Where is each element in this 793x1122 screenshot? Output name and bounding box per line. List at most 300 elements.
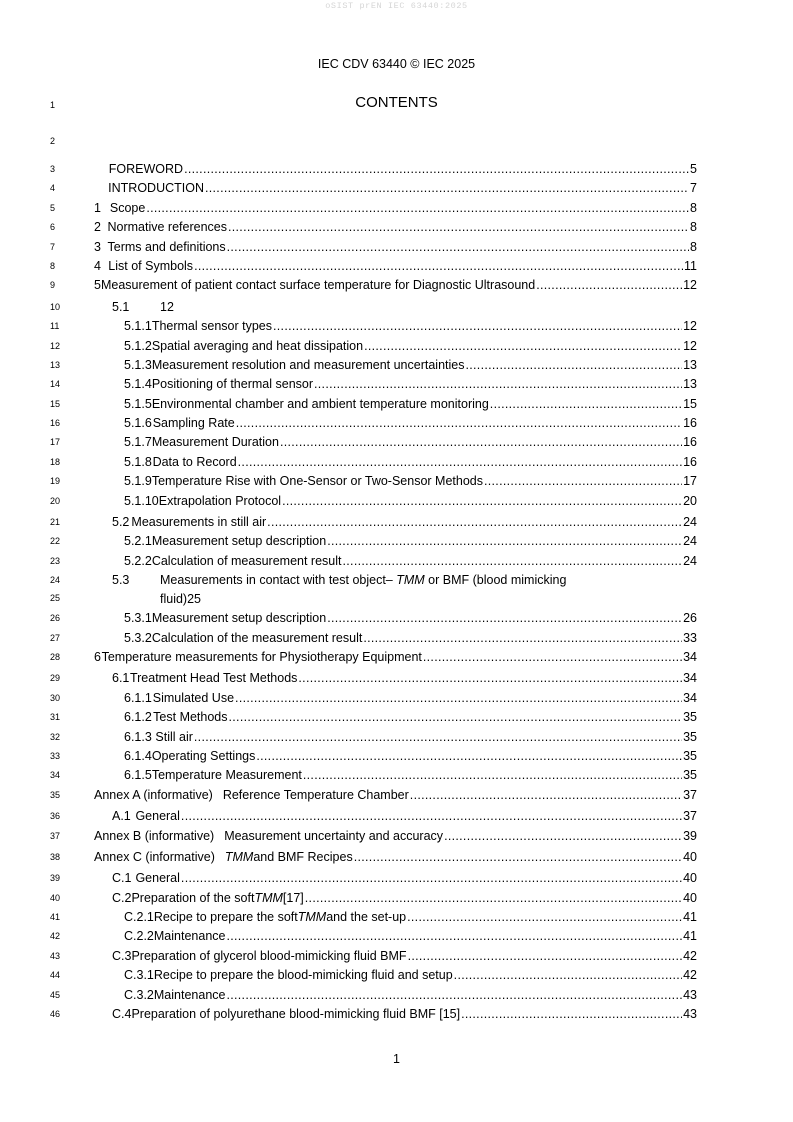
toc-leader-dots — [423, 648, 682, 667]
line-number: 7 — [50, 241, 56, 252]
toc-entry-title: Terms and definitions — [107, 239, 226, 254]
toc-leader-dots — [343, 552, 683, 571]
line-number: 37 — [50, 830, 61, 841]
toc-entry[interactable] — [94, 238, 697, 257]
toc-section-number: 5 — [94, 278, 101, 293]
toc-page-number: 41 — [683, 910, 697, 925]
toc-page-number: 34 — [683, 690, 697, 705]
toc-entry-title: fluid) — [160, 592, 188, 607]
toc-section-number: Annex C (informative) — [94, 849, 215, 864]
toc-section-number: 6 — [94, 649, 101, 664]
toc-entry-title: Data to Record — [152, 454, 237, 469]
toc-entry[interactable] — [124, 375, 697, 394]
toc-entry[interactable] — [94, 276, 697, 295]
toc-section-number: 4 — [94, 258, 101, 273]
toc-entry[interactable] — [94, 257, 697, 276]
line-number: 12 — [50, 340, 61, 351]
toc-leader-dots — [354, 848, 682, 867]
toc-section-number: 5.1 — [112, 299, 130, 314]
line-number: 34 — [50, 770, 61, 781]
page-number: 1 — [393, 1052, 400, 1066]
toc-line — [0, 786, 793, 805]
toc-entry[interactable] — [124, 766, 697, 785]
toc-line — [0, 708, 793, 727]
toc-page-number: 43 — [683, 1007, 697, 1022]
toc-line — [0, 433, 793, 452]
toc-entry-title: Treatment Head Test Methods — [129, 671, 298, 686]
toc-entry[interactable] — [124, 337, 697, 356]
line-number: 13 — [50, 359, 61, 370]
toc-line — [0, 532, 793, 551]
line-number: 38 — [50, 851, 61, 862]
toc-page-number: 37 — [683, 787, 697, 802]
toc-entry[interactable] — [94, 827, 697, 846]
toc-entry[interactable] — [94, 179, 697, 198]
toc-page-number: 24 — [683, 553, 697, 568]
toc-entry-title: Normative references — [107, 220, 227, 235]
toc-page-number: 17 — [683, 474, 697, 489]
toc-line — [0, 689, 793, 708]
toc-page-number: 40 — [683, 871, 697, 886]
line-number: 31 — [50, 712, 61, 723]
line-number: 36 — [50, 811, 61, 822]
toc-entry[interactable] — [124, 453, 697, 472]
toc-entry-title: Test Methods — [153, 710, 228, 725]
toc-section-number: 5.1.4 — [124, 377, 152, 392]
toc-page-number: 12 — [683, 319, 697, 334]
toc-section-number: C.3.1 — [124, 968, 154, 983]
toc-entry[interactable] — [124, 747, 697, 766]
toc-page-number: 35 — [683, 768, 697, 783]
toc-line — [0, 276, 793, 295]
toc-page-number: 42 — [683, 948, 697, 963]
toc-line — [0, 298, 793, 317]
toc-entry[interactable] — [124, 986, 697, 1005]
toc-entry-title: Maintenance — [153, 987, 226, 1002]
line-number: 20 — [50, 495, 61, 506]
toc-entry-title: and the set-up — [326, 910, 407, 925]
toc-entry-title: FOREWORD — [108, 162, 184, 176]
toc-line — [0, 609, 793, 628]
toc-page-number: 24 — [683, 534, 697, 549]
toc-section-number: C.3 — [112, 948, 132, 963]
toc-page-number: 42 — [683, 968, 697, 983]
toc-leader-dots — [327, 532, 682, 551]
toc-section-number: 2 — [94, 220, 101, 235]
toc-page-number: 40 — [683, 890, 697, 905]
toc-leader-dots — [536, 276, 682, 295]
toc-section-number: C.4 — [112, 1007, 132, 1022]
toc-entry[interactable] — [124, 629, 697, 648]
toc-page-number: 25 — [187, 592, 201, 607]
toc-entry[interactable] — [94, 218, 697, 237]
toc-leader-dots — [236, 414, 682, 433]
toc-entry-title: Sampling Rate — [152, 416, 235, 431]
table-of-contents — [0, 160, 793, 1024]
toc-section-number: 6.1.5 — [124, 768, 152, 783]
toc-entry[interactable] — [112, 298, 174, 317]
toc-entry-title: Simulated Use — [152, 690, 235, 705]
toc-leader-dots — [490, 395, 682, 414]
toc-entry-title-italic: TMM — [224, 849, 254, 864]
toc-section-number: C.2.2 — [124, 929, 154, 944]
toc-entry[interactable] — [94, 786, 697, 805]
toc-entry-title: 12 — [160, 299, 174, 314]
line-number: 33 — [50, 750, 61, 761]
toc-line — [0, 986, 793, 1005]
toc-line — [0, 218, 793, 237]
toc-line — [0, 629, 793, 648]
toc-section-number: 6.1 — [112, 671, 130, 686]
toc-entry-title: Measurements in contact with test object– — [160, 573, 397, 588]
toc-entry[interactable] — [124, 532, 697, 551]
toc-line — [0, 238, 793, 257]
toc-entry[interactable] — [94, 648, 697, 667]
toc-entry[interactable] — [124, 728, 697, 747]
toc-line — [0, 807, 793, 826]
toc-entry-title: and BMF Recipes — [253, 849, 353, 864]
toc-leader-dots — [238, 453, 682, 472]
toc-line — [0, 908, 793, 927]
toc-page-number: 5 — [690, 162, 697, 176]
toc-entry-title: Operating Settings — [151, 748, 256, 763]
toc-leader-dots — [408, 947, 683, 966]
line-number: 28 — [50, 651, 61, 662]
toc-line — [0, 571, 793, 609]
toc-page-number: 37 — [683, 809, 697, 824]
toc-entry-title: Reference Temperature Chamber — [222, 787, 409, 802]
toc-entry-title: Spatial averaging and heat dissipation — [151, 338, 364, 353]
toc-section-number: 5.1.2 — [124, 338, 152, 353]
toc-page-number: 16 — [683, 454, 697, 469]
toc-line — [0, 669, 793, 688]
line-number: 25 — [50, 593, 61, 604]
toc-entry[interactable] — [124, 927, 697, 946]
toc-line — [0, 827, 793, 846]
toc-entry-title: General — [135, 809, 180, 824]
toc-entry[interactable] — [124, 966, 697, 985]
toc-leader-dots — [327, 609, 682, 628]
toc-leader-dots — [226, 986, 682, 1005]
toc-section-number: 5.1.6 — [124, 416, 152, 431]
line-number: 27 — [50, 632, 61, 643]
toc-entry-title: Measurement setup description — [151, 534, 327, 549]
toc-leader-dots — [227, 238, 689, 257]
toc-entry[interactable] — [124, 908, 697, 927]
line-number: 16 — [50, 418, 61, 429]
toc-leader-dots — [410, 786, 682, 805]
toc-entry-title: Temperature Measurement — [151, 768, 302, 783]
toc-leader-dots — [298, 669, 682, 688]
toc-entry[interactable] — [124, 708, 697, 727]
toc-page-number: 33 — [683, 630, 697, 645]
toc-page-number: 16 — [683, 416, 697, 431]
toc-line — [0, 199, 793, 218]
toc-leader-dots — [267, 513, 682, 532]
toc-entry-title: Preparation of the soft — [131, 890, 255, 905]
toc-entry-title: Extrapolation Protocol — [158, 493, 282, 508]
toc-page-number: 16 — [683, 435, 697, 450]
toc-line — [0, 472, 793, 491]
toc-entry[interactable] — [112, 1005, 697, 1024]
line-number: 45 — [50, 989, 61, 1000]
toc-leader-dots — [146, 199, 689, 218]
toc-section-number: Annex B (informative) — [94, 828, 215, 843]
line-number: 3 — [50, 164, 56, 174]
toc-section-number: 5.1.3 — [124, 357, 152, 372]
toc-page-number: 34 — [683, 649, 697, 664]
toc-leader-dots — [484, 472, 682, 491]
toc-entry[interactable] — [124, 689, 697, 708]
toc-entry-title: Measurement of patient contact surface temperature for Diagnostic Ultrasound — [100, 278, 536, 293]
toc-line — [0, 648, 793, 667]
line-number: 8 — [50, 260, 56, 271]
toc-entry-title: Thermal sensor types — [151, 319, 272, 334]
toc-entry-title-italic: TMM — [396, 573, 425, 588]
toc-entry-title: Measurement Duration — [151, 435, 279, 450]
toc-line — [0, 947, 793, 966]
toc-line — [0, 257, 793, 276]
toc-entry[interactable] — [94, 848, 697, 867]
toc-entry[interactable] — [124, 433, 697, 452]
line-number: 30 — [50, 692, 61, 703]
line-number: 4 — [50, 183, 56, 194]
toc-entry-title: Measurement uncertainty and accuracy — [224, 828, 444, 843]
toc-page-number: 35 — [683, 710, 697, 725]
toc-entry[interactable] — [112, 869, 697, 888]
toc-leader-dots — [363, 629, 682, 648]
toc-entry[interactable] — [124, 356, 697, 375]
toc-leader-dots — [282, 492, 682, 511]
toc-leader-dots — [226, 927, 682, 946]
toc-section-number: 5.3.2 — [124, 630, 152, 645]
toc-leader-dots — [461, 1005, 682, 1024]
document-header: IEC CDV 63440 © IEC 2025 — [317, 57, 476, 71]
toc-entry-title: Recipe to prepare the blood-mimicking fluid and setup — [153, 968, 453, 983]
toc-page-number: 13 — [683, 357, 697, 372]
toc-entry[interactable] — [124, 414, 697, 433]
toc-section-number: 5.2.1 — [124, 534, 152, 549]
toc-entry-title: Preparation of polyurethane blood-mimicking fluid BMF [15] — [131, 1007, 461, 1022]
toc-section-number: 5.3 — [112, 573, 130, 588]
toc-entry-title: [17] — [282, 890, 304, 905]
toc-entry[interactable] — [94, 199, 697, 218]
toc-entry[interactable] — [124, 492, 697, 511]
line-number: 2 — [50, 136, 56, 146]
toc-leader-dots — [229, 708, 683, 727]
toc-line — [0, 317, 793, 336]
toc-leader-dots — [364, 337, 682, 356]
contents-title: CONTENTS — [355, 94, 438, 111]
toc-section-number: 5.1.1 — [124, 319, 152, 334]
toc-entry-title: Measurement setup description — [151, 611, 327, 626]
toc-leader-dots — [194, 728, 682, 747]
toc-line — [0, 848, 793, 867]
toc-entry[interactable] — [112, 889, 697, 908]
toc-entry-continuation[interactable] — [160, 590, 697, 609]
toc-entry-title: Environmental chamber and ambient temperature monitoring — [151, 396, 489, 411]
toc-leader-dots — [454, 966, 682, 985]
toc-entry[interactable] — [124, 609, 697, 628]
line-number: 29 — [50, 673, 61, 684]
toc-page-number: 40 — [683, 849, 697, 864]
toc-page-number: 35 — [683, 729, 697, 744]
toc-section-number: C.2.1 — [124, 910, 154, 925]
toc-leader-dots — [305, 889, 682, 908]
line-number: 21 — [50, 517, 61, 528]
line-number: 18 — [50, 456, 61, 467]
toc-line — [0, 966, 793, 985]
toc-section-number: 5.1.5 — [124, 396, 152, 411]
toc-line — [0, 375, 793, 394]
toc-entry-title: List of Symbols — [108, 258, 194, 273]
toc-leader-dots — [256, 747, 682, 766]
toc-leader-dots — [228, 218, 689, 237]
toc-section-number: 6.1.2 — [124, 710, 152, 725]
toc-leader-dots — [407, 908, 682, 927]
line-number: 26 — [50, 613, 61, 624]
toc-line — [0, 513, 793, 532]
toc-leader-dots — [465, 356, 682, 375]
toc-line — [0, 869, 793, 888]
toc-leader-dots — [235, 689, 682, 708]
toc-page-number: 43 — [683, 987, 697, 1002]
toc-page-number: 15 — [683, 396, 697, 411]
toc-section-number: 5.3.1 — [124, 611, 152, 626]
line-number: 42 — [50, 931, 61, 942]
line-number: 40 — [50, 892, 61, 903]
toc-leader-dots — [303, 766, 682, 785]
toc-page-number: 35 — [683, 748, 697, 763]
line-number: 39 — [50, 873, 61, 884]
toc-page-number: 11 — [684, 258, 697, 273]
toc-page-number: 20 — [683, 493, 697, 508]
toc-entry-title: Maintenance — [153, 929, 226, 944]
toc-section-number: 6.1.3 — [124, 729, 152, 744]
blank-row — [0, 136, 793, 148]
toc-entry[interactable] — [124, 395, 697, 414]
toc-section-number: Annex A (informative) — [94, 787, 213, 802]
toc-entry[interactable] — [124, 317, 697, 336]
toc-leader-dots — [181, 807, 682, 826]
line-number: 15 — [50, 398, 61, 409]
toc-page-number: 13 — [683, 377, 697, 392]
toc-entry[interactable] — [112, 669, 697, 688]
toc-section-number: 6.1.1 — [124, 690, 152, 705]
contents-title-row — [0, 94, 793, 114]
toc-entry-title: Temperature measurements for Physiotherapy Equipment — [101, 649, 422, 664]
line-number: 5 — [50, 202, 56, 213]
line-number: 14 — [50, 379, 61, 390]
toc-entry-title: Temperature Rise with One-Sensor or Two-Sensor Methods — [151, 474, 483, 489]
toc-entry[interactable] — [112, 513, 697, 532]
toc-entry-title-italic: TMM — [297, 910, 327, 925]
toc-entry-title: Scope — [109, 200, 146, 215]
toc-entry[interactable] — [112, 947, 697, 966]
toc-section-number: 5.1.8 — [124, 454, 152, 469]
line-number: 17 — [50, 437, 61, 448]
toc-leader-dots — [273, 317, 682, 336]
toc-line — [0, 453, 793, 472]
toc-section-number: 5.2.2 — [124, 553, 152, 568]
toc-entry-title: Preparation of glycerol blood-mimicking fluid BMF — [131, 948, 407, 963]
toc-leader-dots — [280, 433, 682, 452]
toc-page-number: 12 — [683, 278, 697, 293]
line-number: 9 — [50, 280, 56, 291]
line-number: 46 — [50, 1009, 61, 1020]
line-number: 23 — [50, 555, 61, 566]
watermark: oSIST prEN IEC 63440:2025 — [325, 1, 468, 11]
toc-entry-title: INTRODUCTION — [108, 181, 204, 196]
toc-line — [0, 337, 793, 356]
line-number: 11 — [50, 321, 60, 332]
line-number: 22 — [50, 536, 61, 547]
toc-section-number: 5.1.7 — [124, 435, 152, 450]
toc-page-number: 8 — [690, 220, 697, 235]
toc-section-number: C.2 — [112, 890, 132, 905]
toc-section-number: 3 — [94, 239, 101, 254]
toc-section-number: C.3.2 — [124, 987, 154, 1002]
toc-entry-title: Recipe to prepare the soft — [153, 910, 298, 925]
toc-leader-dots — [444, 827, 682, 846]
toc-entry-title: Calculation of the measurement result — [151, 630, 363, 645]
toc-entry[interactable] — [94, 160, 697, 179]
toc-entry-title: Positioning of thermal sensor — [151, 377, 314, 392]
toc-line — [0, 1005, 793, 1024]
toc-line — [0, 179, 793, 198]
toc-entry-title: Still air — [155, 729, 193, 744]
toc-line — [0, 414, 793, 433]
toc-line — [0, 492, 793, 511]
toc-entry-title: General — [135, 871, 180, 886]
line-number: 32 — [50, 731, 61, 742]
toc-entry[interactable] — [124, 552, 697, 571]
toc-section-number: C.1 — [112, 871, 132, 886]
toc-entry[interactable] — [112, 571, 566, 590]
toc-entry[interactable] — [124, 472, 697, 491]
toc-line — [0, 766, 793, 785]
toc-leader-dots — [181, 869, 682, 888]
toc-entry-title: or BMF (blood mimicking — [424, 573, 567, 588]
line-number: 41 — [50, 912, 61, 923]
toc-section-number: 6.1.4 — [124, 748, 152, 763]
toc-page-number: 12 — [683, 338, 697, 353]
toc-section-number: A.1 — [112, 809, 131, 824]
toc-line — [0, 395, 793, 414]
line-number: 6 — [50, 222, 56, 233]
toc-line — [0, 160, 793, 179]
toc-page-number: 24 — [683, 515, 697, 530]
line-number: 24 — [50, 575, 61, 586]
toc-page-number: 8 — [690, 239, 697, 254]
toc-entry-title: Calculation of measurement result — [151, 553, 342, 568]
toc-page-number: 34 — [683, 671, 697, 686]
toc-entry-title-italic: TMM — [254, 890, 283, 905]
toc-leader-dots — [184, 160, 689, 179]
line-number: 35 — [50, 789, 61, 800]
toc-section-number: 5.2 — [112, 515, 130, 530]
toc-section-number: 5.1.9 — [124, 474, 152, 489]
toc-leader-dots — [205, 179, 689, 198]
toc-line — [0, 747, 793, 766]
line-number: 43 — [50, 950, 61, 961]
toc-line — [0, 728, 793, 747]
toc-section-number: 5.1.10 — [124, 493, 159, 508]
toc-entry[interactable] — [112, 807, 697, 826]
toc-page-number: 39 — [683, 828, 697, 843]
line-number: 1 — [50, 100, 56, 110]
line-number: 44 — [50, 970, 61, 981]
